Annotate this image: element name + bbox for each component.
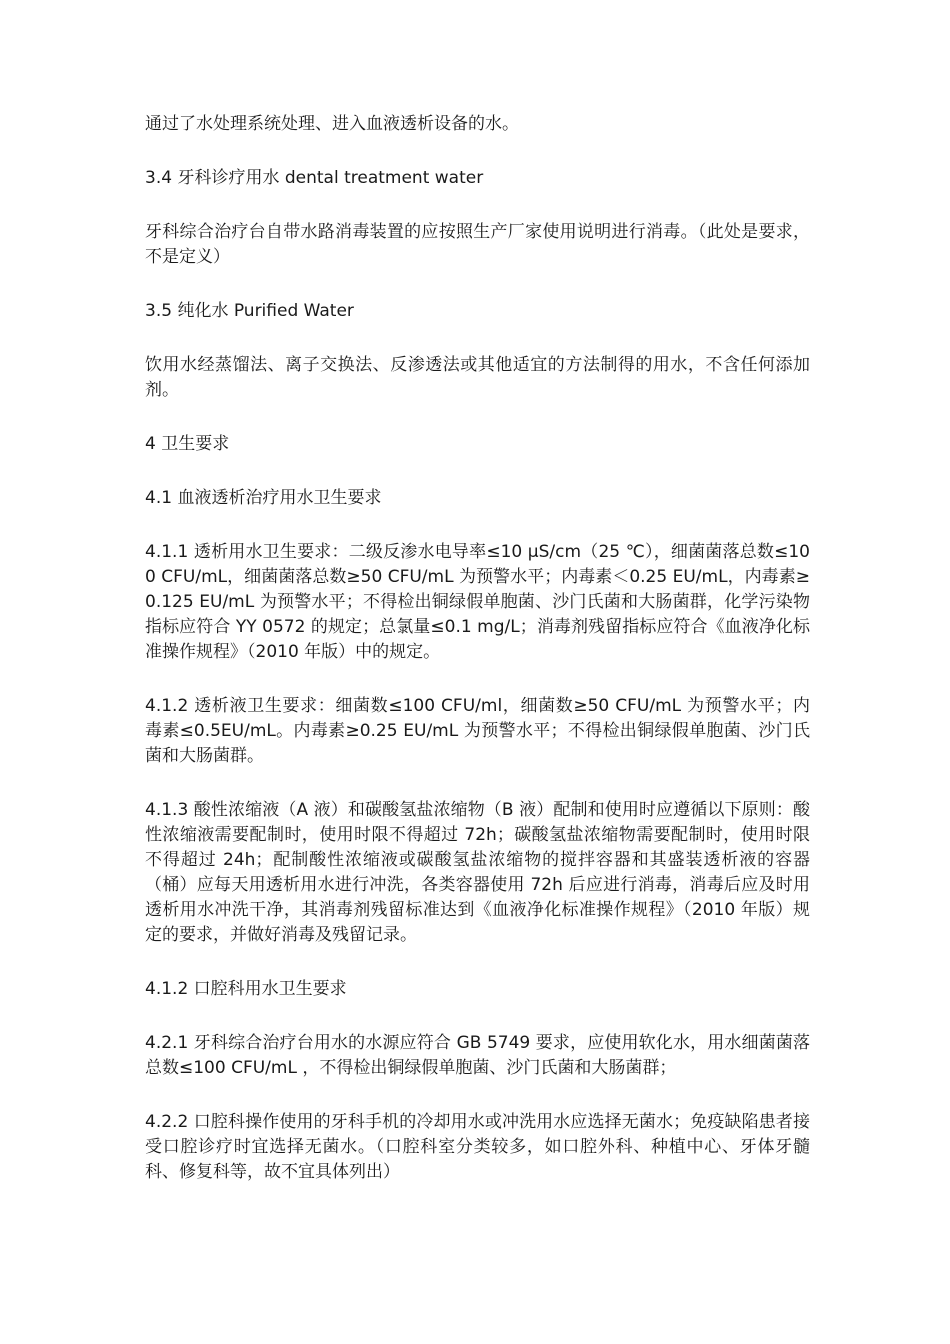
- paragraph-dental-disinfection: 牙科综合治疗台自带水路消毒装置的应按照生产厂家使用说明进行消毒。（此处是要求，不是定义）: [145, 222, 810, 267]
- document-body: [145, 112, 810, 1214]
- heading-4-1-dialysis-water-requirements: 4.1 血液透析治疗用水卫生要求: [145, 488, 382, 508]
- paragraph-4-1-1-dialysis-water: 4.1.1 透析用水卫生要求：二级反渗水电导率≤10 μS/cm（25 ℃），细菌菌落总数≤100 CFU/mL，细菌菌落总数≥50 CFU/mL 为预警水平；内毒素＜0.25 EU/mL，内毒素≥0.125 EU/mL 为预警水平；不得检出铜绿假单胞菌、沙门氏菌和大肠菌群，化学污染物指标应符合 YY 0572 的规定；总氯量≤0.1 mg/L；消毒剂残留指标应符合《血液净化标准操作规程》（2010 年版）中的规定。: [145, 542, 810, 662]
- heading-4-1-2-dental-water: 4.1.2 口腔科用水卫生要求: [145, 979, 347, 999]
- paragraph-4-1-2-dialysate: 4.1.2 透析液卫生要求：细菌数≤100 CFU/ml，细菌数≥50 CFU/mL 为预警水平；内毒素≤0.5EU/mL。内毒素≥0.25 EU/mL 为预警水平；不得检出铜绿假单胞菌、沙门氏菌和大肠菌群。: [145, 696, 810, 766]
- heading-4-hygiene-requirements: 4 卫生要求: [145, 434, 230, 454]
- paragraph-purified-water-definition: 饮用水经蒸馏法、离子交换法、反渗透法或其他适宜的方法制得的用水，不含任何添加剂。: [145, 355, 810, 400]
- heading-3-4-dental-treatment-water: 3.4 牙科诊疗用水 dental treatment water: [145, 168, 484, 188]
- heading-3-5-purified-water: 3.5 纯化水 Purified Water: [145, 301, 354, 321]
- paragraph-4-2-2-sterile-water: 4.2.2 口腔科操作使用的牙科手机的冷却用水或冲洗用水应选择无菌水；免疫缺陷患者接受口腔诊疗时宜选择无菌水。（口腔科室分类较多，如口腔外科、种植中心、牙体牙髓科、修复科等，故不宜具体列出）: [145, 1112, 810, 1182]
- paragraph-definition-dialysis-water: 通过了水处理系统处理、进入血液透析设备的水。: [145, 114, 519, 134]
- paragraph-4-2-1-dental-unit-water: 4.2.1 牙科综合治疗台用水的水源应符合 GB 5749 要求，应使用软化水，用水细菌菌落总数≤100 CFU/mL ，不得检出铜绿假单胞菌、沙门氏菌和大肠菌群；: [145, 1033, 810, 1078]
- paragraph-4-1-3-concentrates: 4.1.3 酸性浓缩液（A 液）和碳酸氢盐浓缩物（B 液）配制和使用时应遵循以下原则：酸性浓缩液需要配制时，使用时限不得超过 72h；碳酸氢盐浓缩物需要配制时，使用时限不得超过 24h；配制酸性浓缩液或碳酸氢盐浓缩物的搅拌容器和其盛装透析液的容器（桶）应每天用透析用水进行冲洗，各类容器使用 72h 后应进行消毒，消毒后应及时用透析用水冲洗干净，其消毒剂残留标准达到《血液净化标准操作规程》（2010 年版）规定的要求，并做好消毒及残留记录。: [145, 800, 810, 945]
